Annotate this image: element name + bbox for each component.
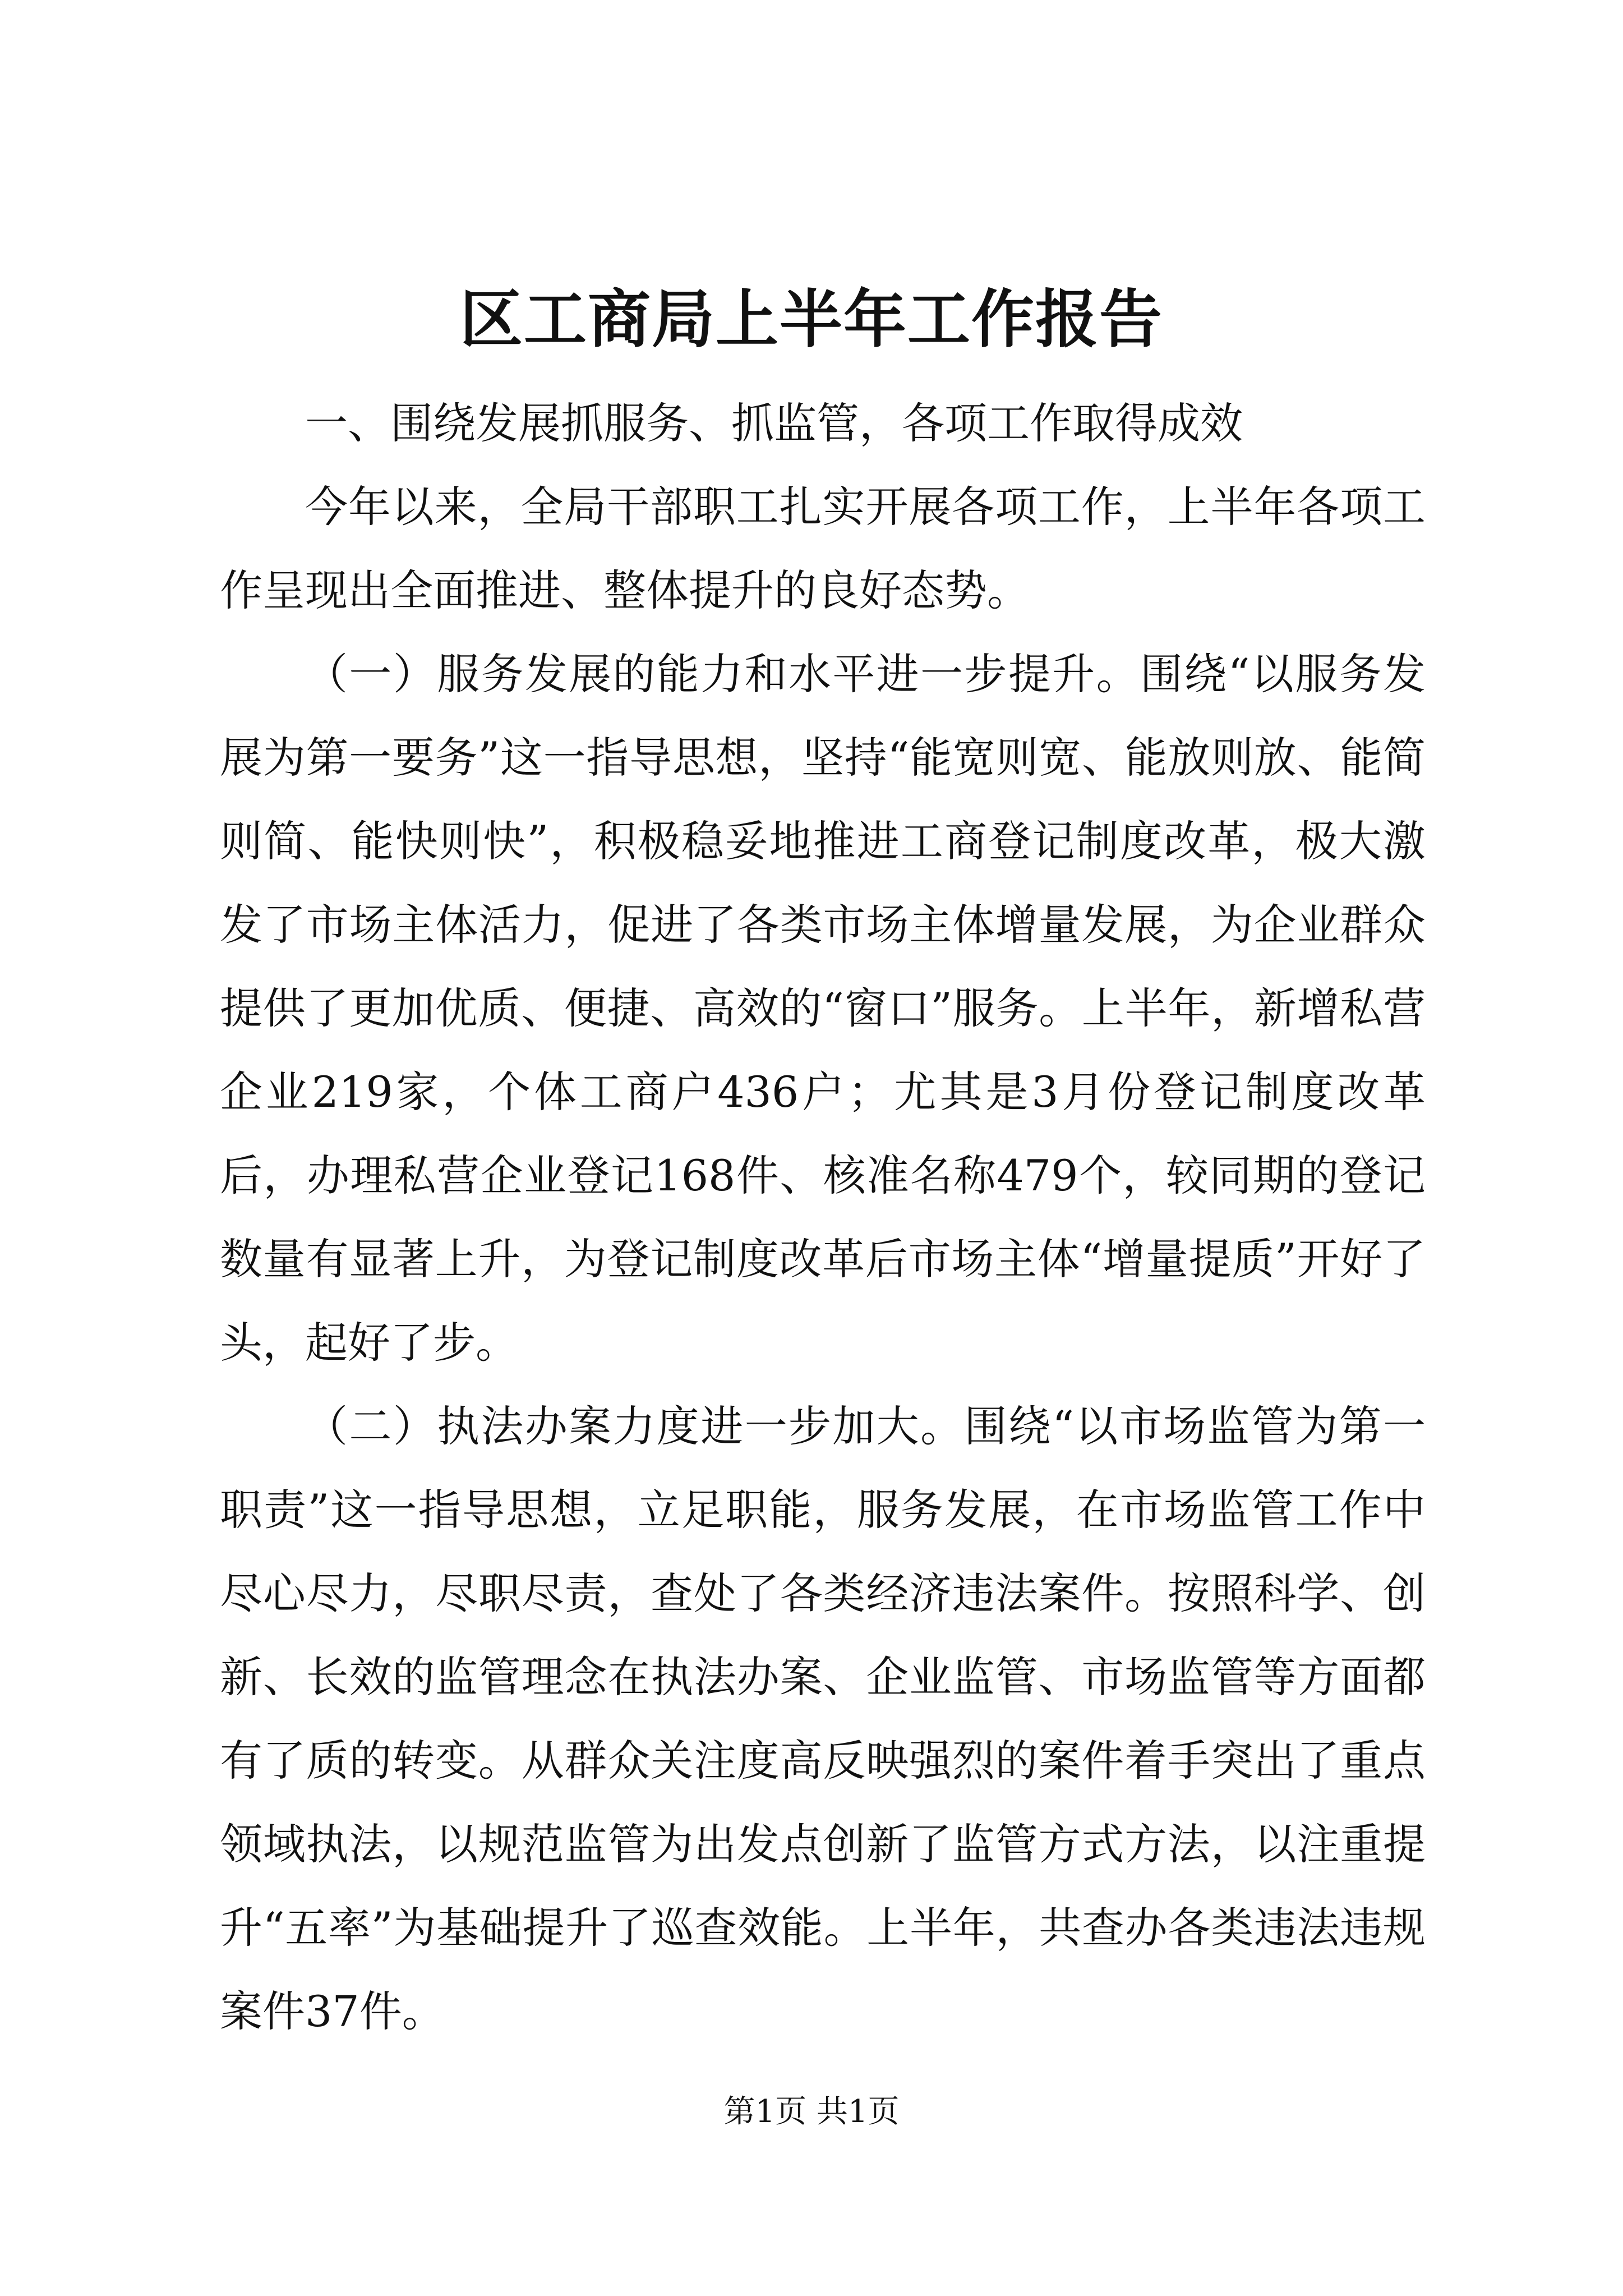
- document-body: [220, 381, 1426, 2053]
- page-footer: 第1页 共1页: [723, 2093, 900, 2130]
- paragraph-service-development: （一）服务发展的能力和水平进一步提升。围绕“以服务发展为第一要务”这一指导思想，坚持“能宽则宽、能放则放、能简则简、能快则快”，积极稳妥地推进工商登记制度改革，极大激发了市场主体活力，促进了各类市场主体增量发展，为企业群众提供了更加优质、便捷、高效的“窗口”服务。上半年，新增私营企业219家，个体工商户436户；尤其是3月份登记制度改革后，办理私营企业登记168件、核准名称479个，较同期的登记数量有显著上升，为登记制度改革后市场主体“增量提质”开好了头，起好了步。: [220, 649, 1426, 1368]
- paragraph-intro: 今年以来，全局干部职工扎实开展各项工作，上半年各项工作呈现出全面推进、整体提升的良好态势。: [220, 482, 1426, 615]
- document-title: 区工商局上半年工作报告: [460, 283, 1163, 356]
- section-heading: 一、围绕发展抓服务、抓监管，各项工作取得成效: [305, 398, 1243, 448]
- paragraph-law-enforcement: （二）执法办案力度进一步加大。围绕“以市场监管为第一职责”这一指导思想，立足职能，服务发展，在市场监管工作中尽心尽力，尽职尽责，查处了各类经济违法案件。按照科学、创新、长效的监管理念在执法办案、企业监管、市场监管等方面都有了质的转变。从群众关注度高反映强烈的案件着手突出了重点领域执法，以规范监管为出发点创新了监管方式方法，以注重提升“五率”为基础提升了巡查效能。上半年，共查办各类违法违规案件37件。: [220, 1401, 1426, 2036]
